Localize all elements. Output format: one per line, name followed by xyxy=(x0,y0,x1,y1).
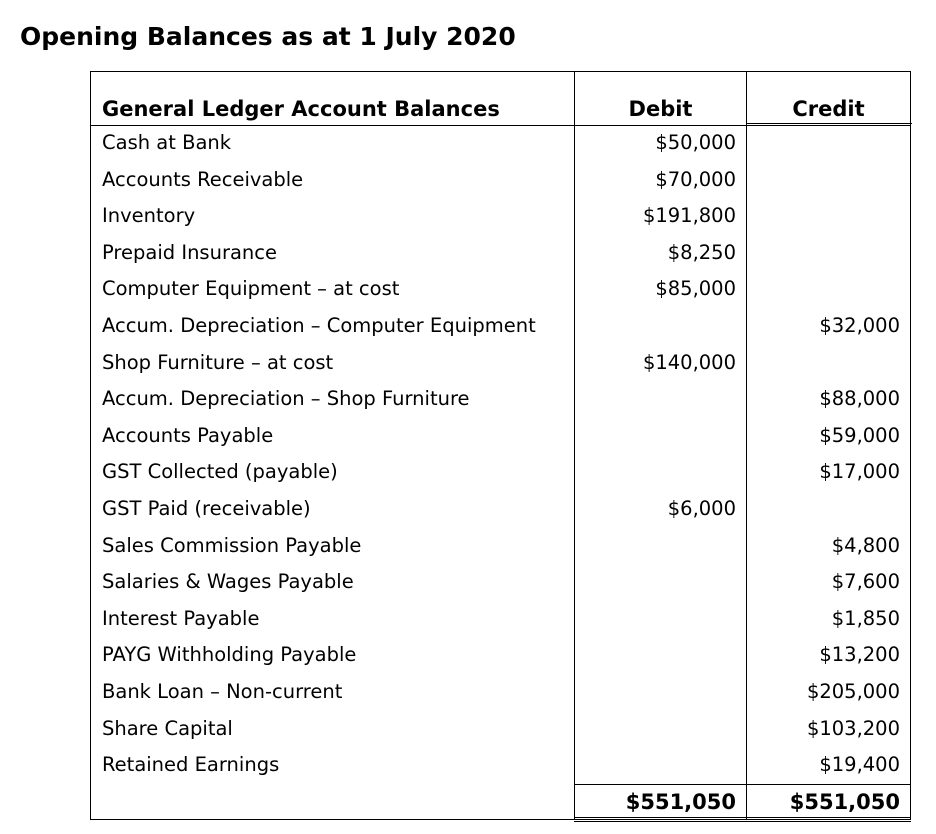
header-underline-credit xyxy=(746,123,912,124)
table-row xyxy=(91,602,910,639)
cell-account: Accounts Receivable xyxy=(102,167,304,191)
table-row xyxy=(91,712,910,749)
cell-credit xyxy=(747,272,900,309)
total-credit: $551,050 xyxy=(789,790,900,814)
cell-account: Interest Payable xyxy=(102,606,260,630)
table-body xyxy=(91,126,910,785)
cell-account: Bank Loan – Non-current xyxy=(102,679,343,703)
table-row xyxy=(91,419,910,456)
cell-credit: $19,400 xyxy=(819,753,900,777)
cell-credit: $17,000 xyxy=(819,460,900,484)
table-row xyxy=(91,529,910,566)
cell-debit: $70,000 xyxy=(655,167,736,191)
table-row xyxy=(91,455,910,492)
cell-credit: $4,800 xyxy=(831,533,900,557)
cell-credit xyxy=(747,492,900,529)
cell-credit: $205,000 xyxy=(806,679,900,703)
cell-account: Accounts Payable xyxy=(102,423,274,447)
table-row xyxy=(91,492,910,529)
table-row xyxy=(91,163,910,200)
cell-debit: $6,000 xyxy=(667,496,736,520)
table-row xyxy=(91,309,910,346)
header-credit: Credit xyxy=(792,97,865,121)
cell-account: Computer Equipment – at cost xyxy=(102,277,400,301)
cell-credit: $59,000 xyxy=(819,423,900,447)
header-debit: Debit xyxy=(628,97,693,121)
cell-debit: $8,250 xyxy=(667,240,736,264)
cell-credit xyxy=(747,126,900,163)
table-row xyxy=(91,565,910,602)
cell-debit xyxy=(575,309,736,346)
credit-total-double-underline xyxy=(746,817,911,822)
table-row xyxy=(91,199,910,236)
table-row xyxy=(91,675,910,712)
page-title: Opening Balances as at 1 July 2020 xyxy=(20,22,516,51)
table-header-row xyxy=(91,92,910,126)
cell-account: GST Paid (receivable) xyxy=(102,496,311,520)
cell-credit: $103,200 xyxy=(806,716,900,740)
cell-debit xyxy=(575,455,736,492)
cell-account: Sales Commission Payable xyxy=(102,533,362,557)
cell-debit: $191,800 xyxy=(642,204,736,228)
cell-debit: $140,000 xyxy=(642,350,736,374)
table-row xyxy=(91,236,910,273)
cell-account: Cash at Bank xyxy=(102,131,232,154)
header-account: General Ledger Account Balances xyxy=(102,97,500,121)
cell-credit: $88,000 xyxy=(819,387,900,411)
ledger-table xyxy=(90,71,911,820)
cell-account: PAYG Withholding Payable xyxy=(102,643,357,667)
cell-credit: $32,000 xyxy=(819,313,900,337)
cell-account: Salaries & Wages Payable xyxy=(102,570,354,594)
cell-debit xyxy=(575,602,736,639)
totals-row xyxy=(91,784,910,819)
table-row xyxy=(91,382,910,419)
cell-account: Shop Furniture – at cost xyxy=(102,350,334,374)
cell-account: Accum. Depreciation – Shop Furniture xyxy=(102,387,470,411)
cell-debit xyxy=(575,712,736,749)
table-row xyxy=(91,272,910,309)
table-row xyxy=(91,126,910,163)
cell-credit xyxy=(747,346,900,383)
cell-debit xyxy=(575,638,736,675)
table-row xyxy=(91,346,910,383)
cell-account: Inventory xyxy=(102,204,196,228)
cell-account: Retained Earnings xyxy=(102,753,280,777)
cell-debit xyxy=(575,382,736,419)
cell-credit: $13,200 xyxy=(819,643,900,667)
cell-credit: $7,600 xyxy=(831,570,900,594)
cell-debit xyxy=(575,419,736,456)
cell-account: Accum. Depreciation – Computer Equipment xyxy=(102,313,536,337)
cell-account: GST Collected (payable) xyxy=(102,460,338,484)
cell-debit: $85,000 xyxy=(655,277,736,301)
cell-credit xyxy=(747,199,900,236)
cell-debit xyxy=(575,675,736,712)
table-row xyxy=(91,638,910,675)
cell-debit xyxy=(575,529,736,566)
cell-debit xyxy=(575,748,736,785)
debit-total-double-underline xyxy=(574,817,746,822)
cell-debit: $50,000 xyxy=(655,131,736,154)
total-debit: $551,050 xyxy=(625,790,736,814)
table-row xyxy=(91,748,910,785)
cell-account: Share Capital xyxy=(102,716,233,740)
cell-debit xyxy=(575,565,736,602)
cell-credit xyxy=(747,163,900,200)
cell-credit xyxy=(747,236,900,273)
cell-account: Prepaid Insurance xyxy=(102,240,277,264)
cell-credit: $1,850 xyxy=(831,606,900,630)
